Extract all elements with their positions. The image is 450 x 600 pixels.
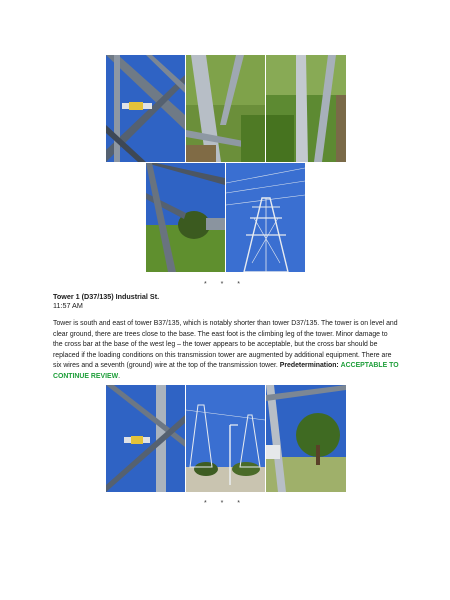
photo-towers-streetlight	[186, 385, 265, 492]
tower-time: 11:57 AM	[53, 301, 83, 310]
description-trailing: .	[118, 372, 121, 380]
photo-tower-legs-vegetation	[266, 55, 346, 162]
section-separator: * * *	[203, 281, 247, 288]
photo-tower-leg-sign-2	[106, 385, 185, 492]
predetermination-label: Predetermination:	[279, 362, 339, 370]
photo-transmission-tower-sky	[226, 163, 305, 272]
photo-tower-leg-sign	[106, 55, 185, 162]
photo-tower-tree-field	[266, 385, 346, 492]
tower-description	[53, 319, 399, 383]
description-text: Tower is south and east of tower B37/135, which is notably shorter than tower D37/135. The tower is on level and clear ground, there are trees close to the base. The east foot is the climbing leg of the tower. Minor damage to the cross bar at the base of the west leg – the tower appears to be acceptable, but the cross bar should be replaced if the loading conditions on this transmission tower are augmented by additional equipment. There are six wires and a seventh (ground) wire at the top of the transmission tower.	[53, 320, 398, 370]
photo-tower-crossbar-trees	[146, 163, 225, 272]
photo-tower-base-grass	[186, 55, 265, 162]
section-separator-bottom: * * *	[203, 500, 247, 507]
tower-heading: Tower 1 (D37/135) Industrial St.	[53, 292, 160, 301]
predetermination-value: ACCEPTABLE TO CONTINUE REVIEW	[53, 362, 399, 380]
